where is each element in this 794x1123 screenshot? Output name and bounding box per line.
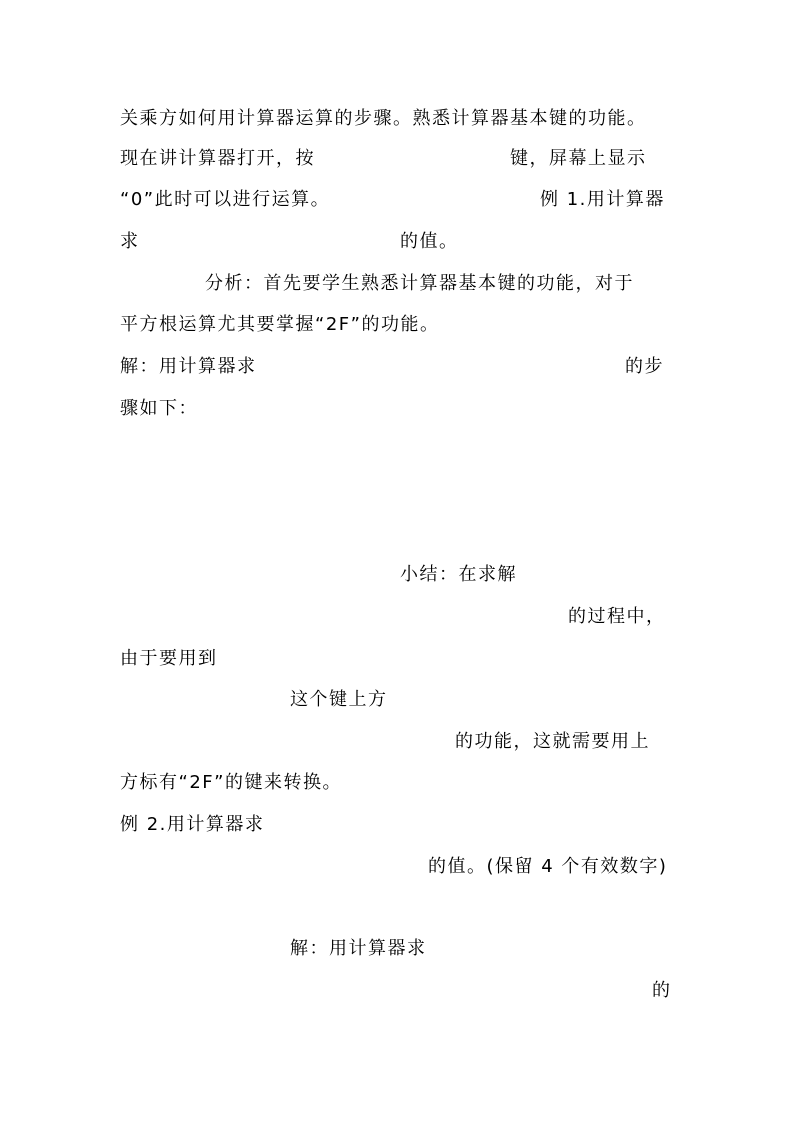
text-line: 关乘方如何用计算器运算的步骤。熟悉计算器基本键的功能。 [120,108,647,129]
text-line: 的过程中， [568,606,666,627]
text-line: 分析：首先要学生熟悉计算器基本键的功能，对于 [205,273,634,294]
text-line: 键，屏幕上显示 [510,148,647,169]
text-line: 解：用计算器求 [120,356,257,377]
text-line: 由于要用到 [120,648,218,669]
text-line: 求 [120,231,140,252]
text-line: 的功能，这就需要用上 [455,731,650,752]
text-line: 方标有“2F”的键来转换。 [120,772,342,793]
text-line: 例 2.用计算器求 [120,814,265,835]
text-line: 这个键上方 [290,689,388,710]
text-line: 的值。 [400,231,459,252]
text-line: 解：用计算器求 [290,938,427,959]
text-line: “0”此时可以进行运算。 [120,189,331,210]
text-line: 例 1.用计算器 [540,189,665,210]
text-line: 的步 [625,356,664,377]
text-line: 的值。(保留 4 个有效数字) [428,856,668,877]
text-line: 平方根运算尤其要掌握“2F”的功能。 [120,314,440,335]
text-line: 小结：在求解 [400,564,517,585]
text-line: 的 [652,980,672,1001]
text-line: 现在讲计算器打开，按 [120,148,315,169]
text-line: 骤如下： [120,398,198,419]
